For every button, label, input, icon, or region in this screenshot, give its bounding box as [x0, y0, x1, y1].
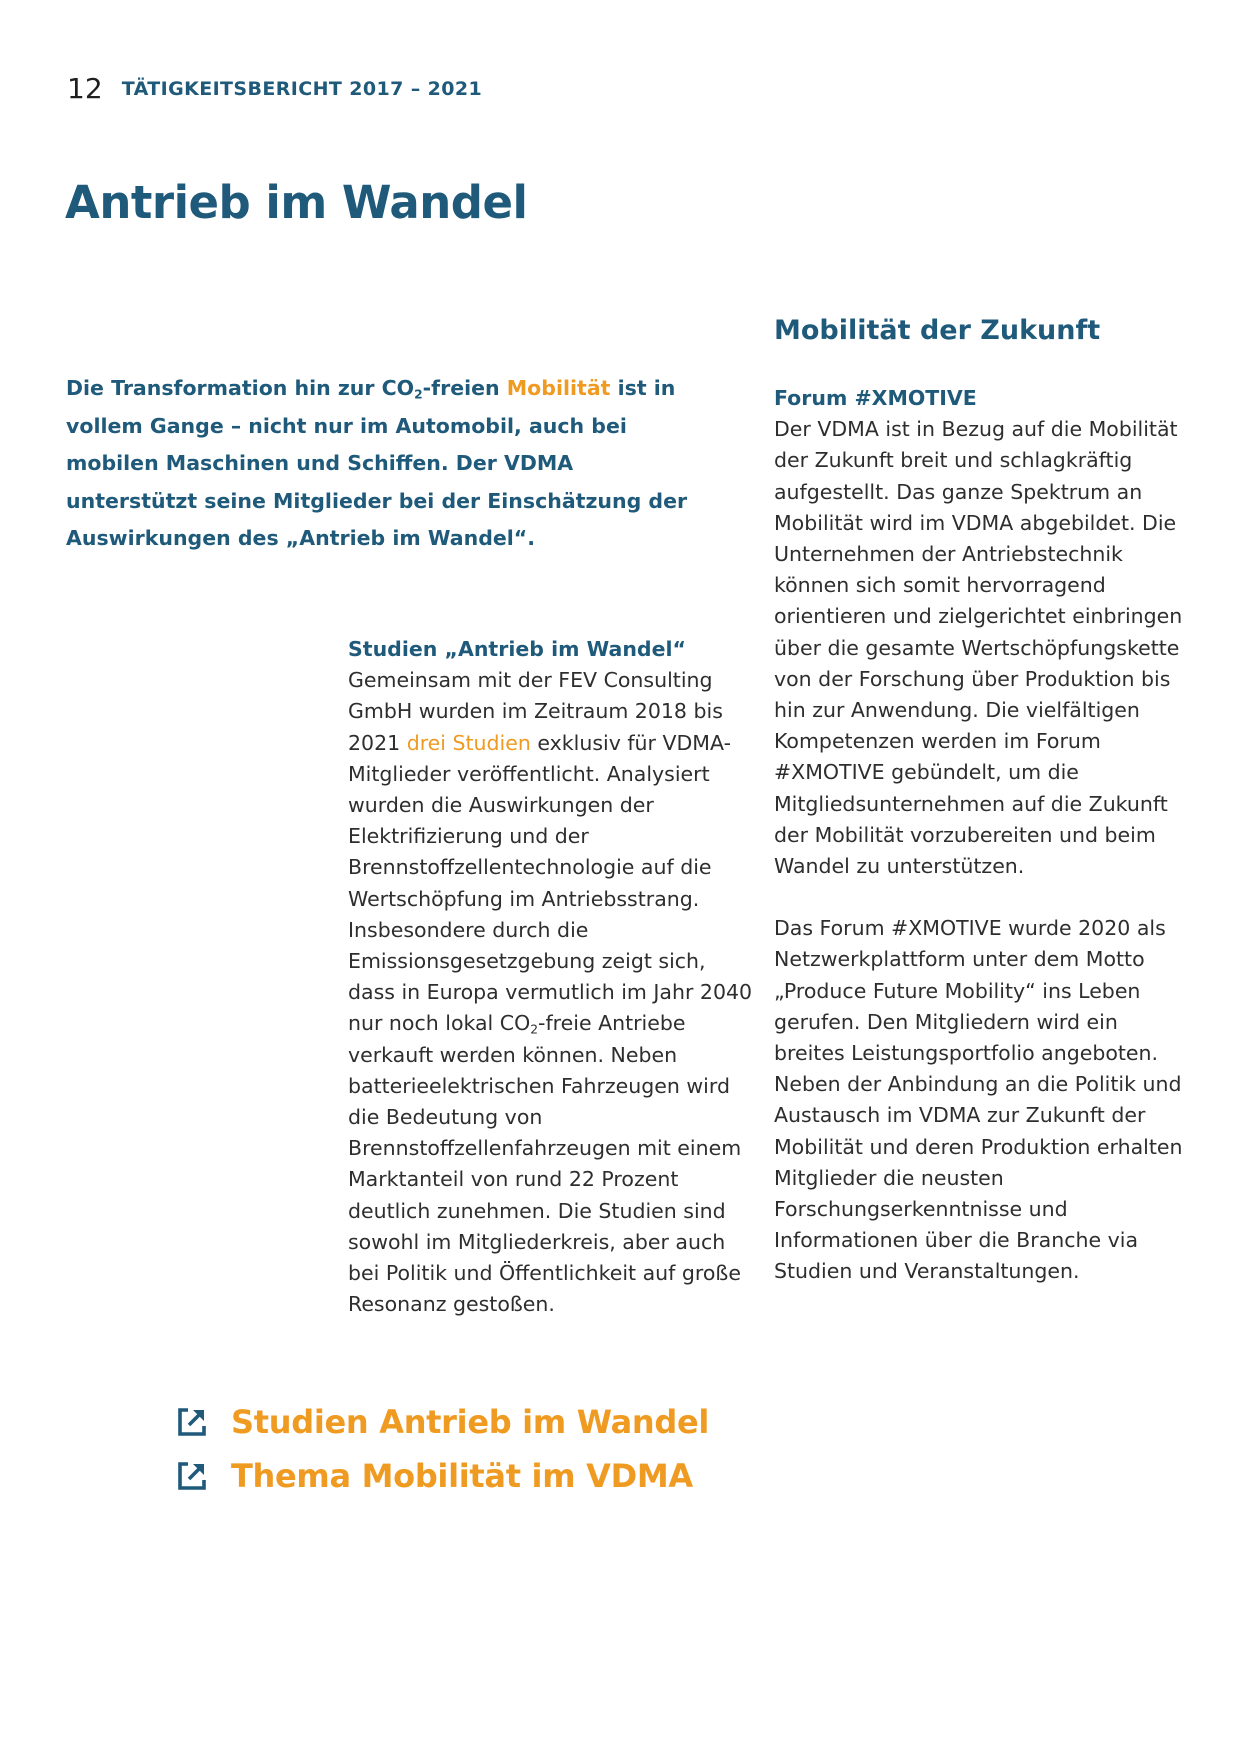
mobilitaet-section [774, 313, 1184, 1288]
studien-heading: Studien „Antrieb im Wandel“ [348, 637, 686, 661]
drei-studien-link[interactable]: drei Studien [406, 730, 531, 755]
mobilitaet-heading: Mobilität der Zukunft [774, 315, 1101, 346]
intro-paragraph: Die Transformation hin zur $CO_2$-freien Mobilität ist in vollem Gange – nicht nur im Automobil, auch bei mobilen Maschinen und Schiffen. Der VDMA unterstützt seine Mitglieder bei der Einschätzung der Auswirkungen des „Antrieb im Wandel“. [66, 376, 688, 550]
page-title: Antrieb im Wandel [65, 176, 528, 229]
mobilitaet-link[interactable]: Mobilität [506, 376, 611, 400]
report-title: TÄTIGKEITSBERICHT 2017 – 2021 [121, 78, 483, 100]
studien-body: Gemeinsam mit der FEV Consulting GmbH wurden im Zeitraum 2018 bis 2021 drei Studien exklusiv für VDMA-Mitglieder veröffentlicht. Analysiert wurden die Auswirkungen der Elektrifizierung und der Brennstoffzellentechnologie auf die Wertschöpfung im Antriebsstrang. Insbesondere durch die Emissionsgesetzgebung zeigt sich, dass in Europa vermutlich im Jahr 2040 nur noch lokal $CO_2$-freie Antriebe verkauft werden können. Neben batterieelektrischen Fahrzeugen wird die Bedeutung von Brennstoffzellenfahrzeugen mit einem Marktanteil von rund 22 Prozent deutlich zunehmen. Die Studien sind sowohl im Mitgliederkreis, aber auch bei Politik und Öffentlichkeit auf große Resonanz gestoßen. [348, 668, 753, 1317]
studien-section [348, 634, 753, 1320]
forum-heading: Forum #XMOTIVE [774, 386, 977, 410]
link-studien-antrieb[interactable] [175, 1395, 709, 1449]
forum-paragraph-2: Das Forum #XMOTIVE wurde 2020 als Netzwerkplattform unter dem Motto „Produce Future Mobility“ ins Leben gerufen. Den Mitgliedern wird ein breites Leistungsportfolio angeboten. Neben der Anbindung an die Politik und Austausch im VDMA zur Zukunft der Mobilität und deren Produktion erhalten Mitglieder die neusten Forschungserkenntnisse und Informationen über die Branche via Studien und Veranstaltungen. [774, 916, 1183, 1284]
page-number: 12 [67, 72, 103, 105]
link-thema-mobilitaet[interactable] [175, 1449, 709, 1503]
related-links [175, 1395, 709, 1503]
forum-paragraph-1: Der VDMA ist in Bezug auf die Mobilität der Zukunft breit und schlagkräftig aufgestellt. Das ganze Spektrum an Mobilität wird im VDMA abgebildet. Die Unternehmen der Antriebstechnik können sich somit hervorragend orientieren und zielgerichtet einbringen über die gesamte Wertschöpfungskette von der Forschung über Produktion bis hin zur Anwendung. Die vielfältigen Kompetenzen werden im Forum #XMOTIVE gebündelt, um die Mitgliedsunternehmen auf die Zukunft der Mobilität vorzubereiten und beim Wandel zu unterstützen. [774, 417, 1183, 879]
link-label[interactable]: Thema Mobilität im VDMA [231, 1457, 693, 1495]
page-header [67, 72, 482, 105]
external-link-icon [175, 1405, 209, 1439]
link-label[interactable]: Studien Antrieb im Wandel [231, 1403, 710, 1441]
external-link-icon [175, 1459, 209, 1493]
